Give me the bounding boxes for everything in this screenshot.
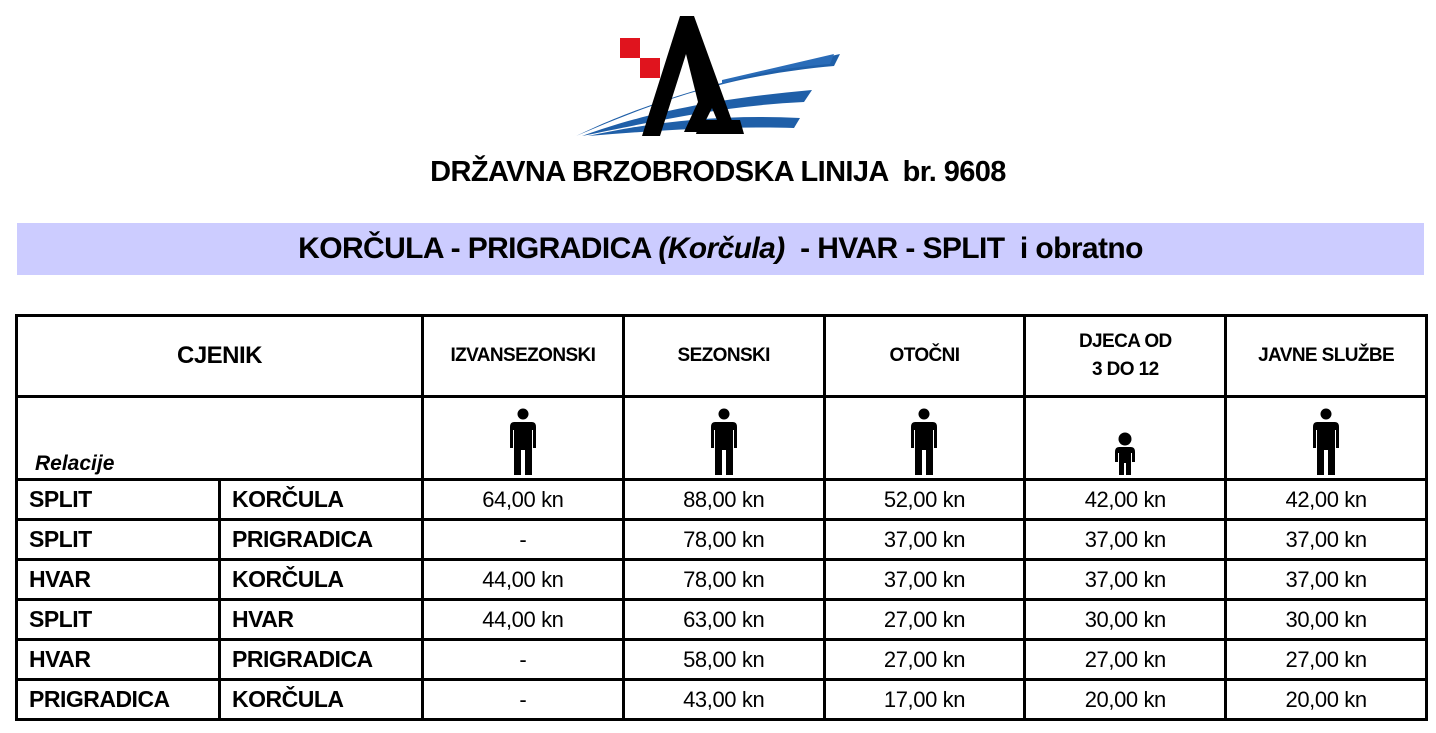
route-banner bbox=[17, 223, 1424, 275]
table-row bbox=[17, 520, 1427, 560]
price-list-heading: CJENIK bbox=[17, 316, 423, 397]
route-to: KORČULA bbox=[220, 480, 423, 520]
column-header-public-services: JAVNE SLUŽBE bbox=[1226, 316, 1427, 397]
table-row bbox=[17, 640, 1427, 680]
price-season: 78,00 kn bbox=[623, 560, 824, 600]
table-row bbox=[17, 680, 1427, 720]
price-islander: 52,00 kn bbox=[824, 480, 1025, 520]
child-person-icon bbox=[1113, 432, 1137, 476]
price-children: 42,00 kn bbox=[1025, 480, 1226, 520]
table-row bbox=[17, 480, 1427, 520]
price-children: 27,00 kn bbox=[1025, 640, 1226, 680]
price-season: 88,00 kn bbox=[623, 480, 824, 520]
price-children: 30,00 kn bbox=[1025, 600, 1226, 640]
price-children: 37,00 kn bbox=[1025, 560, 1226, 600]
route-to: HVAR bbox=[220, 600, 423, 640]
price-table bbox=[15, 314, 1428, 721]
price-children: 37,00 kn bbox=[1025, 520, 1226, 560]
price-off-season: 44,00 kn bbox=[423, 600, 624, 640]
table-header-row bbox=[17, 316, 1427, 397]
route-text-italic: (Korčula) bbox=[658, 232, 785, 265]
route-from: HVAR bbox=[17, 560, 220, 600]
route-from: SPLIT bbox=[17, 520, 220, 560]
children-header-line2: 3 DO 12 bbox=[1092, 359, 1159, 380]
column-header-islander: OTOČNI bbox=[824, 316, 1025, 397]
table-row bbox=[17, 600, 1427, 640]
price-public-services: 42,00 kn bbox=[1226, 480, 1427, 520]
route-to: KORČULA bbox=[220, 560, 423, 600]
route-to: KORČULA bbox=[220, 680, 423, 720]
route-from: HVAR bbox=[17, 640, 220, 680]
price-off-season: - bbox=[423, 640, 624, 680]
adult-person-icon bbox=[1311, 408, 1341, 476]
price-public-services: 37,00 kn bbox=[1226, 560, 1427, 600]
price-public-services: 20,00 kn bbox=[1226, 680, 1427, 720]
adult-person-icon bbox=[508, 408, 538, 476]
icon-row bbox=[17, 397, 1427, 480]
table-row bbox=[17, 560, 1427, 600]
price-children: 20,00 kn bbox=[1025, 680, 1226, 720]
price-islander: 37,00 kn bbox=[824, 520, 1025, 560]
price-islander: 27,00 kn bbox=[824, 600, 1025, 640]
price-public-services: 27,00 kn bbox=[1226, 640, 1427, 680]
price-public-services: 37,00 kn bbox=[1226, 520, 1427, 560]
price-season: 78,00 kn bbox=[623, 520, 824, 560]
price-season: 58,00 kn bbox=[623, 640, 824, 680]
price-off-season: - bbox=[423, 520, 624, 560]
price-season: 63,00 kn bbox=[623, 600, 824, 640]
price-off-season: 44,00 kn bbox=[423, 560, 624, 600]
price-season: 43,00 kn bbox=[623, 680, 824, 720]
route-from: PRIGRADICA bbox=[17, 680, 220, 720]
price-islander: 27,00 kn bbox=[824, 640, 1025, 680]
route-text-part1: KORČULA - PRIGRADICA bbox=[298, 232, 659, 265]
route-from: SPLIT bbox=[17, 600, 220, 640]
ferry-company-logo-icon bbox=[572, 14, 844, 138]
column-header-season: SEZONSKI bbox=[623, 316, 824, 397]
price-islander: 37,00 kn bbox=[824, 560, 1025, 600]
route-to: PRIGRADICA bbox=[220, 640, 423, 680]
adult-person-icon bbox=[909, 408, 939, 476]
route-from: SPLIT bbox=[17, 480, 220, 520]
relations-label: Relacije bbox=[17, 397, 423, 480]
price-islander: 17,00 kn bbox=[824, 680, 1025, 720]
column-header-off-season: IZVANSEZONSKI bbox=[423, 316, 624, 397]
route-text-part2: - HVAR - SPLIT i obratno bbox=[784, 232, 1143, 265]
price-off-season: 64,00 kn bbox=[423, 480, 624, 520]
column-header-children bbox=[1025, 316, 1226, 397]
adult-person-icon bbox=[709, 408, 739, 476]
children-header-line1: DJECA OD bbox=[1078, 331, 1172, 352]
price-public-services: 30,00 kn bbox=[1226, 600, 1427, 640]
page-title: DRŽAVNA BRZOBRODSKA LINIJA br. 9608 bbox=[430, 156, 1006, 188]
price-off-season: - bbox=[423, 680, 624, 720]
route-to: PRIGRADICA bbox=[220, 520, 423, 560]
